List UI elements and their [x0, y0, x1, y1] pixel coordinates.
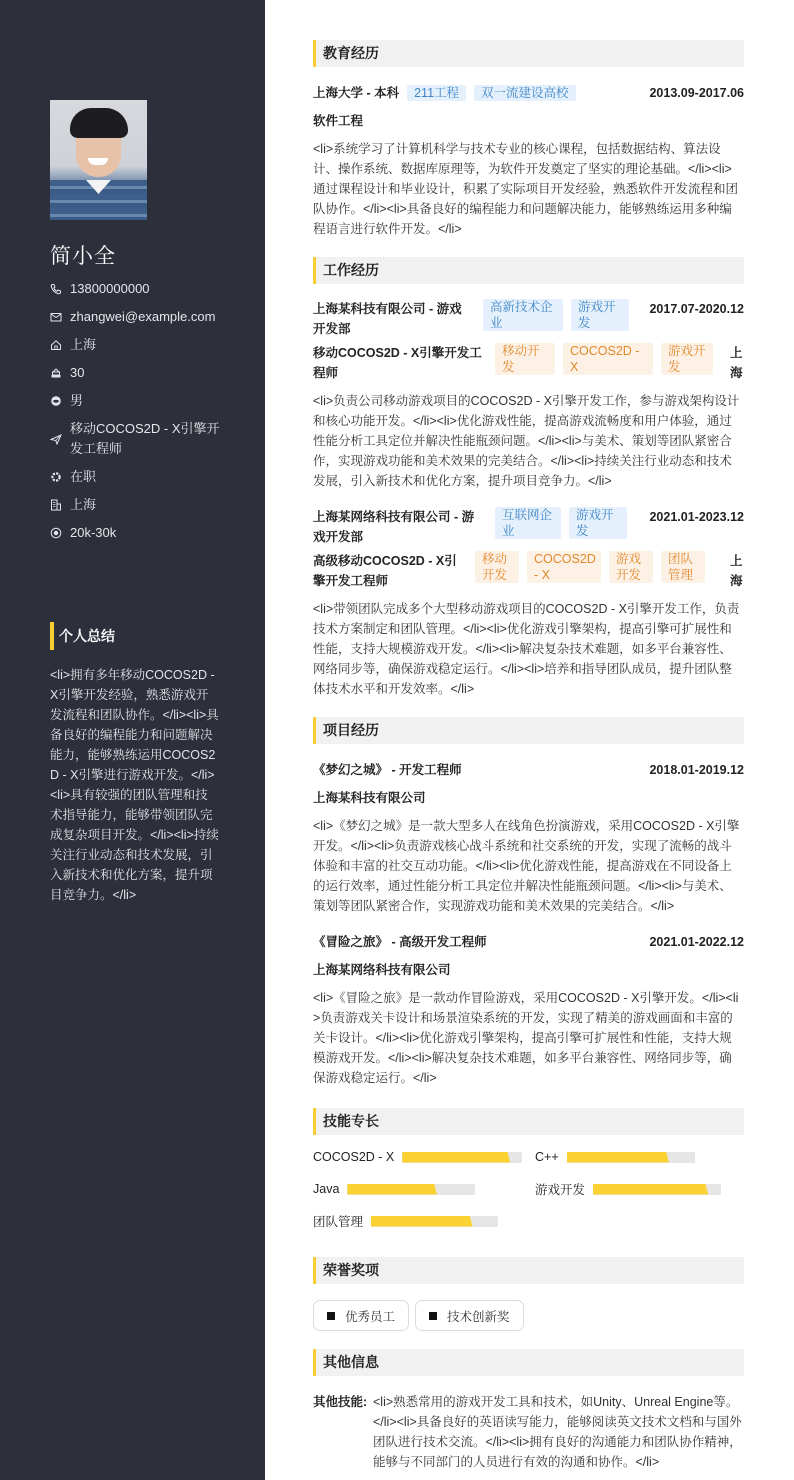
- work-position-tag: 移动开发: [475, 551, 519, 583]
- info-salary: [50, 523, 220, 543]
- skill-name: Java: [313, 1182, 340, 1196]
- info-work-city: [50, 495, 220, 515]
- work-desc: <li>带领团队完成多个大型移动游戏项目的COCOS2D - X引擎开发工作，负责技术方案制定和团队管理。</li><li>优化游戏引擎架构，提高引擎可扩展性和性能，支持大规模游戏开发。</li><li>解决复杂技术难题，如多平台兼容性、网络同步等，确保游戏稳定运行。</li><li>培养和指导团队成员，提升团队整体技术水平和开发效率。</li>: [313, 602, 740, 696]
- education-major: 软件工程: [313, 114, 364, 128]
- other-text: <li>熟悉常用的游戏开发工具和技术，如Unity、Unreal Engine等。</li><li>具备良好的英语读写能力，能够阅读英文技术文档和与国外团队进行技术交流。</li><li>拥有良好的沟通能力和团队协作精神，能够与不同部门的人员进行有效的沟通和协作。</li>: [373, 1395, 742, 1469]
- work-location: 上海: [730, 346, 743, 380]
- avatar: [50, 100, 147, 220]
- section-skills-title: 技能专长: [313, 1108, 744, 1135]
- award-label: 优秀员工: [345, 1309, 396, 1324]
- summary-title: 个人总结: [50, 622, 115, 650]
- work-position-tag: 移动开发: [495, 343, 555, 375]
- work-company-tag: 游戏开发: [569, 507, 627, 539]
- info-location: [50, 335, 220, 355]
- info-job-intention: [50, 419, 220, 459]
- info-status: [50, 467, 220, 487]
- education-date: 2013.09-2017.06: [649, 86, 744, 100]
- awards-list: [313, 1300, 744, 1331]
- info-gender-text: 男: [70, 393, 84, 408]
- education-desc: <li>系统学习了计算机科学与技术专业的核心课程，包括数据结构、算法设计、操作系统、数据库原理等，为软件开发奠定了坚实的理论基础。</li><li>通过课程设计和毕业设计，积累了实际项目开发经验，熟悉软件开发流程和团队协作。</li><li>具备良好的编程能力和问题解决能力，能够熟练运用多种编程语言进行软件开发。</li>: [313, 142, 739, 236]
- square-bullet-icon: [327, 1312, 335, 1320]
- candidate-name: 简小全: [50, 245, 116, 268]
- work-position-tag: COCOS2D - X: [527, 551, 601, 583]
- skill-item: [313, 1147, 522, 1167]
- summary-text: <li>拥有多年移动COCOS2D - X引擎开发经验，熟悉游戏开发流程和团队协作。</li><li>具备良好的编程能力和问题解决能力，能够熟练运用COCOS2D - X引擎进行游戏开发。</li><li>具有较强的团队管理和技术指导能力，能够带领团队完成复杂项目开发。</li><li>持续关注行业动态和技术发展，引入新技术和优化方案，提升项目竞争力。</li>: [50, 668, 219, 902]
- education-tag: 211工程: [407, 85, 466, 101]
- info-age-text: 30: [70, 365, 85, 380]
- work-desc: <li>负责公司移动游戏项目的COCOS2D - X引擎开发工作，参与游戏架构设计和核心功能开发。</li><li>优化游戏性能，提高游戏流畅度和用户体验，通过性能分析工具定位并解决性能瓶颈问题。</li><li>与美术、策划等团队紧密合作，实现游戏功能和美术效果的完美结合。</li><li>持续关注行业动态和技术发展，引入新技术和优化方案，提升项目竞争力。</li>: [313, 394, 740, 488]
- info-salary-text: 20k-30k: [70, 525, 117, 540]
- section-work-title: 工作经历: [313, 257, 744, 284]
- project-item: [313, 932, 744, 1088]
- work-company-tag: 互联网企业: [495, 507, 561, 539]
- project-company: 上海某网络科技有限公司: [313, 963, 451, 977]
- project-name: 《梦幻之城》 - 开发工程师: [313, 763, 462, 777]
- skill-bar: [593, 1184, 721, 1195]
- work-company-tag: 高新技术企业: [483, 299, 563, 331]
- award-item: [313, 1300, 409, 1331]
- skill-item: [535, 1179, 721, 1199]
- work-company: 上海某科技有限公司 - 游戏开发部: [313, 302, 462, 336]
- skill-bar: [567, 1152, 695, 1163]
- main-content: [313, 40, 744, 1472]
- skill-bar: [402, 1152, 522, 1163]
- info-email: [50, 307, 220, 327]
- skill-name: 游戏开发: [535, 1183, 586, 1197]
- education-header: [313, 83, 744, 103]
- contact-info-list: [50, 279, 220, 551]
- section-other-title: 其他信息: [313, 1349, 744, 1376]
- award-label: 技术创新奖: [447, 1309, 510, 1324]
- work-company: 上海某网络科技有限公司 - 游戏开发部: [313, 510, 475, 544]
- work-item: [313, 507, 744, 699]
- skill-name: COCOS2D - X: [313, 1150, 395, 1164]
- work-position: 高级移动COCOS2D - X引擎开发工程师: [313, 554, 457, 588]
- project-name: 《冒险之旅》 - 高级开发工程师: [313, 935, 487, 949]
- salary-icon: [50, 523, 62, 543]
- info-work-city-text: 上海: [70, 497, 97, 512]
- status-icon: [50, 467, 62, 487]
- age-icon: [50, 363, 62, 383]
- other-label: 其他技能:: [313, 1395, 368, 1409]
- skill-name: 团队管理: [313, 1215, 364, 1229]
- send-icon: [50, 419, 62, 459]
- work-position: 移动COCOS2D - X引擎开发工程师: [313, 346, 482, 380]
- sidebar: [0, 0, 265, 1480]
- info-email-text: zhangwei@example.com: [70, 309, 216, 324]
- section-education-title: 教育经历: [313, 40, 744, 67]
- work-position-tag: 游戏开发: [661, 343, 713, 375]
- info-age: [50, 363, 220, 383]
- info-phone: [50, 279, 220, 299]
- info-status-text: 在职: [70, 469, 97, 484]
- square-bullet-icon: [429, 1312, 437, 1320]
- skill-item: [313, 1211, 498, 1231]
- project-desc: <li>《梦幻之城》是一款大型多人在线角色扮演游戏，采用COCOS2D - X引擎开发。</li><li>负责游戏核心战斗系统和社交系统的开发，实现了流畅的战斗体验和丰富的社交互动功能。</li><li>优化游戏性能，提高游戏在不同设备上的运行效率，通过性能分析工具定位并解决性能瓶颈问题。</li><li>与美术、策划等团队紧密合作，实现游戏功能和美术效果的完美结合。</li>: [313, 819, 740, 913]
- section-projects-title: 项目经历: [313, 717, 744, 744]
- work-company-tag: 游戏开发: [571, 299, 629, 331]
- mail-icon: [50, 307, 62, 327]
- project-date: 2018.01-2019.12: [649, 763, 744, 777]
- info-job-intention-text: 移动COCOS2D - X引擎开发工程师: [70, 421, 220, 456]
- skill-item: [313, 1179, 475, 1199]
- gender-icon: [50, 391, 62, 411]
- work-item: [313, 299, 744, 491]
- work-date: 2017.07-2020.12: [649, 302, 744, 316]
- building-icon: [50, 495, 62, 515]
- skill-bar: [347, 1184, 475, 1195]
- work-position-tag: 游戏开发: [609, 551, 653, 583]
- project-item: [313, 760, 744, 916]
- award-item: [415, 1300, 524, 1331]
- skill-bar: [371, 1216, 498, 1227]
- home-icon: [50, 335, 62, 355]
- project-company: 上海某科技有限公司: [313, 791, 426, 805]
- skills-grid: [313, 1147, 744, 1247]
- education-school: 上海大学 - 本科: [313, 86, 400, 100]
- work-location: 上海: [730, 554, 743, 588]
- project-date: 2021.01-2022.12: [649, 935, 744, 949]
- project-desc: <li>《冒险之旅》是一款动作冒险游戏，采用COCOS2D - X引擎开发。</li><li>负责游戏关卡设计和场景渲染系统的开发，实现了精美的游戏画面和丰富的关卡设计。</li><li>优化游戏引擎架构，提高引擎可扩展性和性能，支持大规模游戏开发。</li><li>解决复杂技术难题，如多平台兼容性、网络同步等，确保游戏稳定运行。</li>: [313, 991, 739, 1085]
- info-phone-text: 13800000000: [70, 281, 150, 296]
- section-awards-title: 荣誉奖项: [313, 1257, 744, 1284]
- skill-name: C++: [535, 1150, 559, 1164]
- work-position-tag: COCOS2D - X: [563, 343, 653, 375]
- education-tag: 双一流建设高校: [474, 85, 576, 101]
- phone-icon: [50, 279, 62, 299]
- skill-item: [535, 1147, 695, 1167]
- work-position-tag: 团队管理: [661, 551, 705, 583]
- info-location-text: 上海: [70, 337, 97, 352]
- info-gender: [50, 391, 220, 411]
- other-info-row: [313, 1392, 744, 1472]
- work-date: 2021.01-2023.12: [649, 510, 744, 524]
